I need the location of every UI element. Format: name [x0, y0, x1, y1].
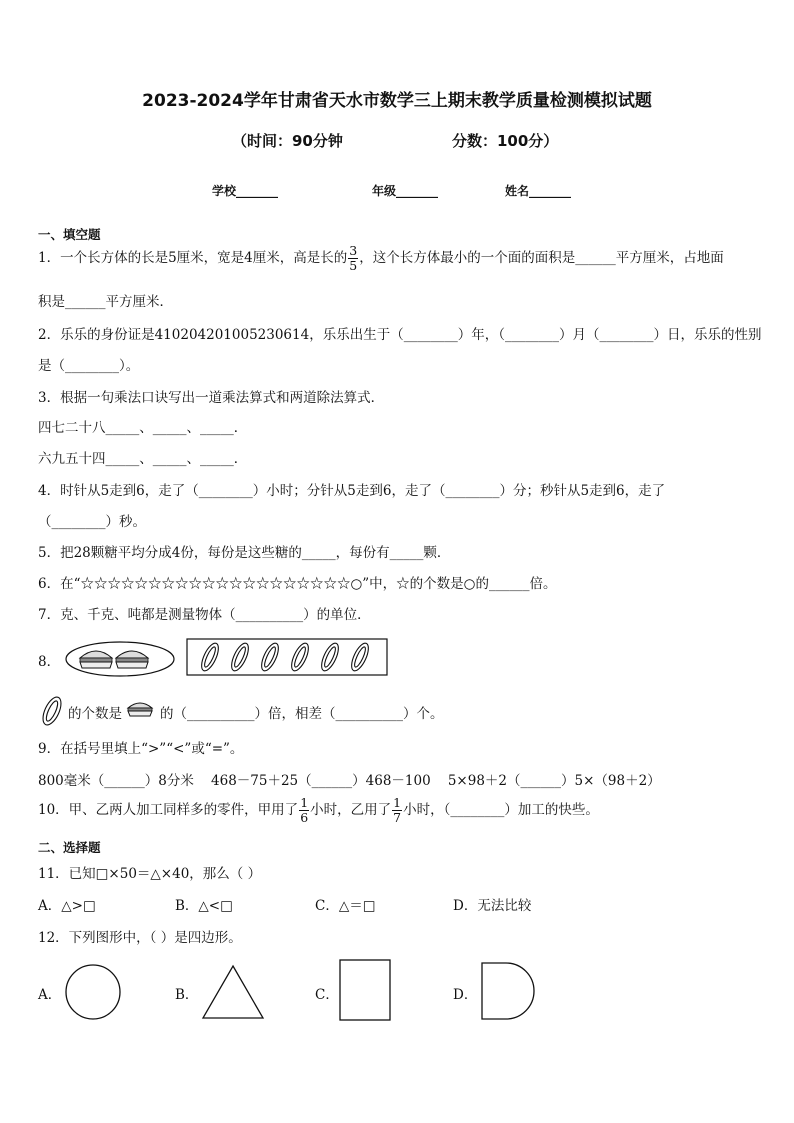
q8-text-b: 的（__________）倍，相差（__________）个。 — [160, 706, 444, 722]
q10-fraction-1 — [299, 796, 309, 825]
hotdog-icon — [228, 641, 252, 673]
hotdog-icon — [198, 641, 222, 673]
q8-text-a: 的个数是 — [68, 706, 122, 722]
q11-option-d: D．无法比较 — [453, 898, 532, 914]
q12-option-d: D． — [453, 987, 478, 1003]
page-title: 2023-2024学年甘肃省天水市数学三上期末教学质量检测模拟试题 — [142, 91, 652, 111]
d-shape-icon — [480, 961, 536, 1021]
hotdog-icon — [38, 694, 66, 728]
school-field: 学校_______ — [212, 184, 279, 198]
q10-text-c: 小时，（________）加工的快些。 — [403, 802, 599, 818]
hotdog-box — [186, 638, 388, 676]
burger-icon — [116, 651, 148, 668]
q1-fraction — [348, 244, 358, 273]
q1-text-c: 积是______平方厘米． — [38, 294, 173, 310]
question-4b: （________）秒。 — [38, 514, 146, 530]
grade-field: 年级_______ — [372, 184, 439, 198]
q12-option-a: A． — [38, 987, 62, 1003]
question-2b: 是（________）。 — [38, 358, 140, 374]
question-10 — [38, 796, 599, 825]
circle-shape-icon — [64, 963, 122, 1021]
name-field: 姓名_______ — [505, 184, 572, 198]
hotdog-icon — [348, 641, 372, 673]
question-9: 9．在括号里填上“>”“<”或“=”。 — [38, 741, 244, 757]
exam-time: （时间：90分钟 — [232, 132, 343, 150]
question-2a: 2．乐乐的身份证是410204201005230614，乐乐出生于（________）年，（________）月（________）日，乐乐的性别 — [38, 327, 762, 343]
q1-fraction-den: 5 — [349, 258, 358, 273]
question-3b: 六九五十四_____、_____、_____． — [38, 451, 248, 467]
q1-text-b: ，这个长方体最小的一个面的面积是______平方厘米，占地面 — [359, 250, 724, 266]
q1-fraction-num: 3 — [349, 243, 358, 258]
rectangle-shape-icon — [338, 958, 392, 1022]
question-1 — [38, 244, 724, 273]
burger-icon — [126, 698, 154, 720]
q10-fraction-2-num: 1 — [393, 795, 402, 810]
burger-icon — [80, 651, 112, 668]
section-fill-heading: 一、填空题 — [38, 227, 101, 242]
question-11: 11．已知□×50＝△×40，那么（ ） — [38, 866, 262, 882]
triangle-shape-icon — [201, 964, 265, 1020]
question-12: 12．下列图形中，（ ）是四边形。 — [38, 930, 242, 946]
q1-text-a: 1．一个长方体的长是5厘米，宽是4厘米，高是长的 — [38, 250, 348, 266]
question-3: 3．根据一句乘法口诀写出一道乘法算式和两道除法算式． — [38, 390, 385, 406]
q10-fraction-2-den: 7 — [393, 810, 402, 825]
hotdog-icon — [288, 641, 312, 673]
question-3a: 四七二十八_____、_____、_____． — [38, 420, 248, 436]
question-8-label: 8． — [38, 654, 61, 670]
hotdog-icon — [258, 641, 282, 673]
question-6: 6．在“☆☆☆☆☆☆☆☆☆☆☆☆☆☆☆☆☆☆☆☆○”中，☆的个数是○的______倍。 — [38, 576, 557, 592]
q10-text-a: 10．甲、乙两人加工同样多的零件，甲用了 — [38, 802, 299, 818]
q11-option-c: C．△＝□ — [315, 898, 376, 914]
q11-option-a: A．△>□ — [38, 898, 96, 914]
q10-fraction-1-den: 6 — [300, 810, 309, 825]
q11-option-b: B．△<□ — [175, 898, 233, 914]
question-4a: 4．时针从5走到6，走了（________）小时；分针从5走到6，走了（________）分；秒针从5走到6，走了 — [38, 483, 666, 499]
burger-plate-icon — [64, 640, 176, 678]
q10-fraction-2 — [392, 796, 402, 825]
section-choice-heading: 二、选择题 — [38, 840, 101, 855]
q10-text-b: 小时，乙用了 — [310, 802, 392, 818]
q12-option-c: C． — [315, 987, 339, 1003]
question-7: 7．克、千克、吨都是测量物体（__________）的单位． — [38, 607, 371, 623]
hotdog-icon — [318, 641, 342, 673]
exam-score: 分数：100分） — [452, 132, 559, 150]
q10-fraction-1-num: 1 — [300, 795, 309, 810]
q12-option-b: B． — [175, 987, 199, 1003]
question-9-items: 800毫米（______）8分米 468－75＋25（______）468－100 5×98＋2（______）5×（98＋2） — [38, 773, 661, 789]
question-5: 5．把28颗糖平均分成4份，每份是这些糖的_____，每份有_____颗． — [38, 545, 451, 561]
